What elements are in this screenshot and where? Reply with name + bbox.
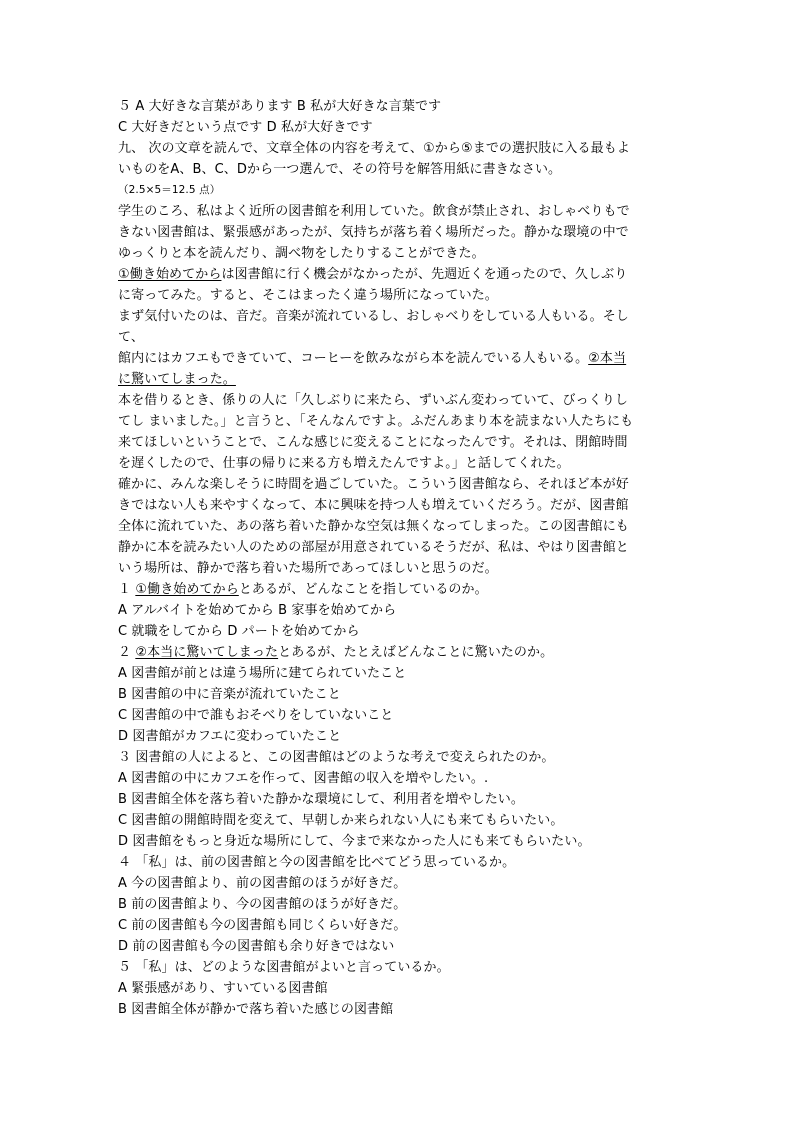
passage-line: てし まいました。」と言うと、「そんなんですよ。ふだんあまり本を読まない人たちにも	[118, 414, 634, 429]
underlined-phrase-2-cont: に驚いてしまった。	[118, 372, 236, 387]
passage-line: 本を借りるとき、係りの人に「久しぶりに来たら、ずいぶん変わっていて、びっくりし	[118, 393, 628, 408]
question-4: ４ 「私」は、前の図書館と今の図書館を比べてどう思っているか。	[118, 855, 516, 870]
question-5-option-a: A 緊張感があり、すいている図書館	[118, 981, 328, 996]
underlined-phrase-2: ②本当	[588, 351, 627, 366]
passage-line: ①働き始めてからは図書館に行く機会がなかったが、先週近くを通ったので、久しぶり	[118, 267, 628, 282]
question-2: ２ ②本当に驚いてしまったとあるが、たとえばどんなことに驚いたのか。	[118, 645, 554, 660]
question-5: ５ 「私」は、どのような図書館がよいと言っているか。	[118, 960, 450, 975]
question-4-option-a: A 今の図書館より、前の図書館のほうが好きだ。	[118, 876, 407, 891]
question-5-option-b: B 図書館全体が静かで落ち着いた感じの図書館	[118, 1002, 394, 1017]
passage-line: 静かに本を読みたい人のための部屋が用意されているそうだが、私は、やはり図書館と	[118, 540, 629, 555]
question-4-option-b: B 前の図書館より、今の図書館のほうが好きだ。	[118, 897, 407, 912]
passage-line: ゆっくりと本を読んだり、調べ物をしたりすることができた。	[118, 246, 485, 261]
passage-line: いう場所は、静かで落ち着いた場所であってほしいと思うのだ。	[118, 561, 498, 576]
passage-line: きではない人も来やすくなって、本に興味を持つ人も増えていくだろう。だが、図書館	[118, 498, 629, 513]
passage-line: 館内にはカフエもできていて、コーヒーを飲みながら本を読んでいる人もいる。②本当	[118, 351, 627, 366]
passage-line	[118, 369, 678, 390]
passage-line: 確かに、みんな楽しそうに時間を過ごしていた。こういう図書館なら、それほど本が好	[118, 477, 629, 492]
question-3-option-d: D 図書館をもっと身近な場所にして、今まで来なかった人にも来てもらいたい。	[118, 834, 591, 849]
question-1: １ ①働き始めてからとあるが、どんなことを指しているのか。	[118, 582, 488, 597]
passage-line: に寄ってみた。すると、そこはまったく違う場所になっていた。	[118, 288, 498, 303]
passage-line: きない図書館は、緊張感があったが、気持ちが落ち着く場所だった。静かな環境の中で	[118, 225, 629, 240]
document-page	[118, 96, 678, 1020]
question-3-option-b: B 図書館全体を落ち着いた静かな環境にして、利用者を増やしたい。	[118, 792, 524, 807]
question-3-option-c: C 図書館の開館時間を変えて、早朝しか来られない人にも来てもらいたい。	[118, 813, 564, 828]
question-1-options-line1: A アルバイトを始めてから B 家事を始めてから	[118, 603, 397, 618]
passage-line: 学生のころ、私はよく近所の図書館を利用していた。飲食が禁止され、おしゃべりもで	[118, 204, 630, 219]
passage-line: 全体に流れていた、あの落ち着いた静かな空気は無くなってしまった。この図書館にも	[118, 519, 629, 534]
question-4-option-d: D 前の図書館も今の図書館も余り好きではない	[118, 939, 395, 954]
passage-line: 来てほしいということで、こんな感じに変えることになったんです。それは、閉館時間	[118, 435, 628, 450]
question-2-option-b: B 図書館の中に音楽が流れていたこと	[118, 687, 341, 702]
section9-points: （2.5×5＝12.5 点）	[118, 184, 221, 196]
q8-options-line1: ５ A 大好きな言葉があります B 私が大好きな言葉です	[118, 99, 442, 114]
passage-line: まず気付いたのは、音だ。音楽が流れているし、おしゃべりをしている人もいる。そし	[118, 309, 629, 324]
question-2-option-a: A 図書館が前とは違う場所に建てられていたこと	[118, 666, 407, 681]
passage-line: を遅くしたので、仕事の帰りに来る方も増えたんですよ。」と話してくれた。	[118, 456, 570, 471]
section9-instructions-line2: いものをA、B、C、Dから一つ選んで、その符号を解答用紙に書きなさい。	[118, 162, 562, 177]
question-3-option-a: A 図書館の中にカフエを作って、図書館の収入を増やしたい。.	[118, 771, 489, 786]
question-1-options-line2: C 就職をしてから D パートを始めてから	[118, 624, 360, 639]
underlined-phrase-1: ①働き始めてから	[118, 267, 222, 282]
passage-line: て、	[118, 330, 144, 345]
section9-instructions-line1: 九、 次の文章を読んで、文章全体の内容を考えて、①から⑤までの選択肢に入る最もよ	[118, 141, 630, 156]
question-4-option-c: C 前の図書館も今の図書館も同じくらい好きだ。	[118, 918, 407, 933]
q8-options-line2: C 大好きだという点です D 私が大好きです	[118, 120, 373, 135]
question-3: ３ 図書館の人によると、この図書館はどのような考えで変えられたのか。	[118, 750, 555, 765]
question-2-option-c: C 図書館の中で誰もおそべりをしていないこと	[118, 708, 394, 723]
question-2-option-d: D 図書館がカフエに変わっていたこと	[118, 729, 342, 744]
